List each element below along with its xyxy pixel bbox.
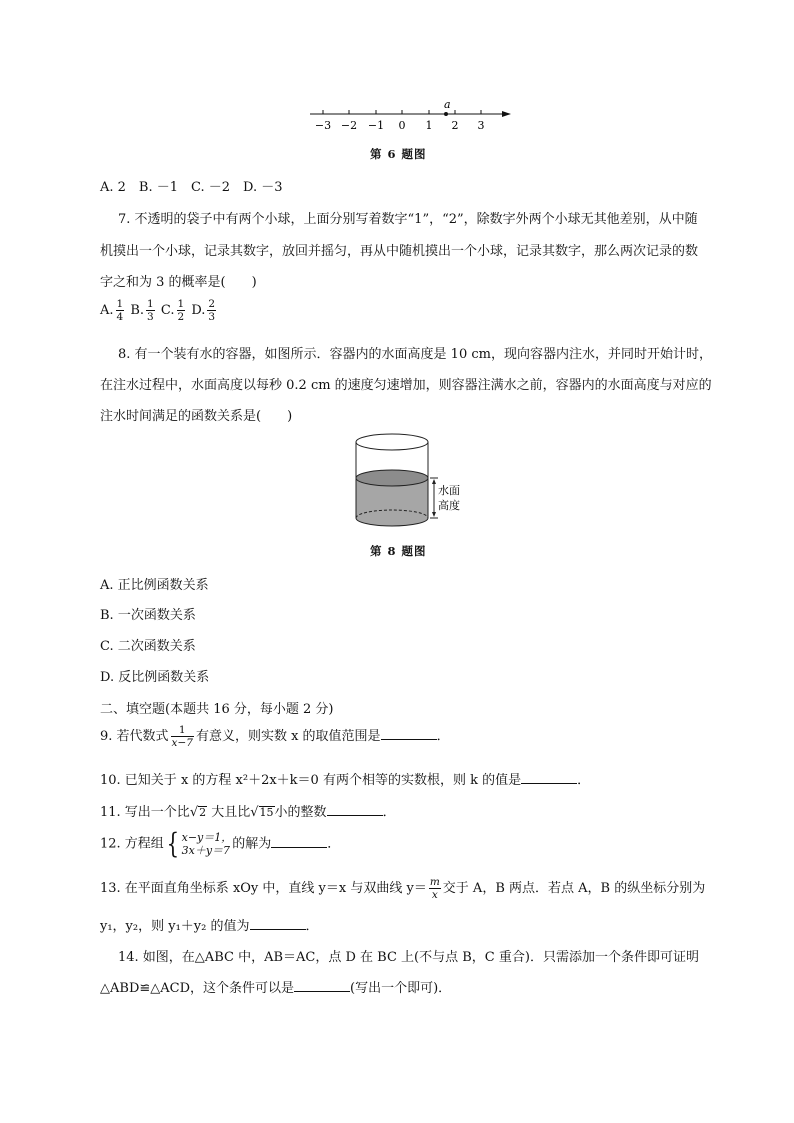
- q7-option-b: B. $\frac{1}{3}$: [130, 298, 154, 323]
- tick-label: −2: [340, 119, 358, 132]
- q7-line2: 机摸出一个小球，记录其数字，放回并摇匀，再从中随机摸出一个小球，记录其数字，那么两次记录的数: [100, 244, 699, 259]
- figure6-caption: 第 6 题图: [370, 147, 427, 161]
- q7-options: [100, 298, 218, 323]
- tick-label: 1: [425, 119, 433, 132]
- container-figure: [350, 430, 480, 535]
- answer-blank[interactable]: [381, 727, 437, 740]
- number-line-figure: [305, 96, 520, 136]
- q8-option-a: A. 正比例函数关系: [100, 578, 209, 593]
- q9: 9. 若代数式 $\frac{1}{x-7}$ 有意义，则实数 x 的取值范围是 ．: [100, 724, 450, 749]
- water-surface: [356, 470, 428, 486]
- q13-line2: y₁，y₂，则 y₁＋y₂ 的值为 ．: [100, 919, 319, 934]
- q8-option-c: C. 二次函数关系: [100, 639, 196, 654]
- tick-label: 0: [398, 119, 406, 132]
- tick-label: −1: [367, 119, 385, 132]
- answer-blank[interactable]: [327, 803, 383, 816]
- q8-line3: 注水时间满足的函数关系是( ): [100, 409, 293, 424]
- q8-option-d: D. 反比例函数关系: [100, 670, 210, 685]
- figure-label-water: 水面: [438, 484, 460, 497]
- container-top: [356, 434, 428, 450]
- q8-option-b: B. 一次函数关系: [100, 608, 196, 623]
- q14-line2: △ABD≌△ACD，这个条件可以是 (写出一个即可)．: [100, 981, 452, 996]
- figure-label-height: 高度: [438, 499, 460, 512]
- answer-blank[interactable]: [521, 771, 577, 784]
- q8-line1: 8. 有一个装有水的容器，如图所示．容器内的水面高度是 10 cm，现向容器内注水，并同时开始计时，: [118, 347, 712, 362]
- q8-line2: 在注水过程中，水面高度以每秒 0.2 cm 的速度匀速增加，则容器注满水之前，容器内的水面高度与对应的: [100, 378, 712, 393]
- q7-option-c: C. $\frac{1}{2}$: [160, 298, 185, 323]
- q13-line1: 13. 在平面直角坐标系 xOy 中，直线 y＝x 与双曲线 y＝ $\frac{m}{x}$ 交于 A，B 两点．若点 A，B 的纵坐标分别为: [100, 876, 706, 901]
- point-a-marker: [444, 112, 448, 116]
- q7-option-a: A. $\frac{1}{4}$: [100, 298, 124, 323]
- q7-line3: 字之和为 3 的概率是( ): [100, 275, 257, 290]
- number-line-arrow: [502, 111, 511, 117]
- q12: 12. 方程组{ x−y＝1， 3x＋y＝7 的解为 ．: [100, 827, 341, 860]
- section2-heading: 二、填空题(本题共 16 分，每小题 2 分): [100, 702, 334, 717]
- q10: 10. 已知关于 x 的方程 x²＋2x＋k＝0 有两个相等的实数根，则 k 的值是 ．: [100, 773, 591, 788]
- q11: 11. 写出一个比√2 大且比√15小的整数 ．: [100, 805, 396, 820]
- answer-blank[interactable]: [271, 835, 327, 848]
- tick-label: 2: [451, 119, 459, 132]
- q14-line1: 14. 如图，在△ABC 中，AB＝AC，点 D 在 BC 上(不与点 B，C 重合)．只需添加一个条件即可证明: [118, 950, 699, 965]
- tick-label: −3: [314, 119, 332, 132]
- figure8-caption: 第 8 题图: [370, 544, 427, 558]
- answer-blank[interactable]: [250, 917, 306, 930]
- point-a-label: a: [444, 98, 451, 111]
- q7-line1: 7. 不透明的袋子中有两个小球，上面分别写着数字“1”，“2”，除数字外两个小球无其他差别，从中随: [118, 212, 698, 227]
- tick-label: 3: [477, 119, 485, 132]
- answer-blank[interactable]: [294, 979, 350, 992]
- q6-options: A. 2 B. －1 C. －2 D. －3: [100, 180, 283, 195]
- q7-option-d: D. $\frac{2}{3}$: [191, 298, 216, 323]
